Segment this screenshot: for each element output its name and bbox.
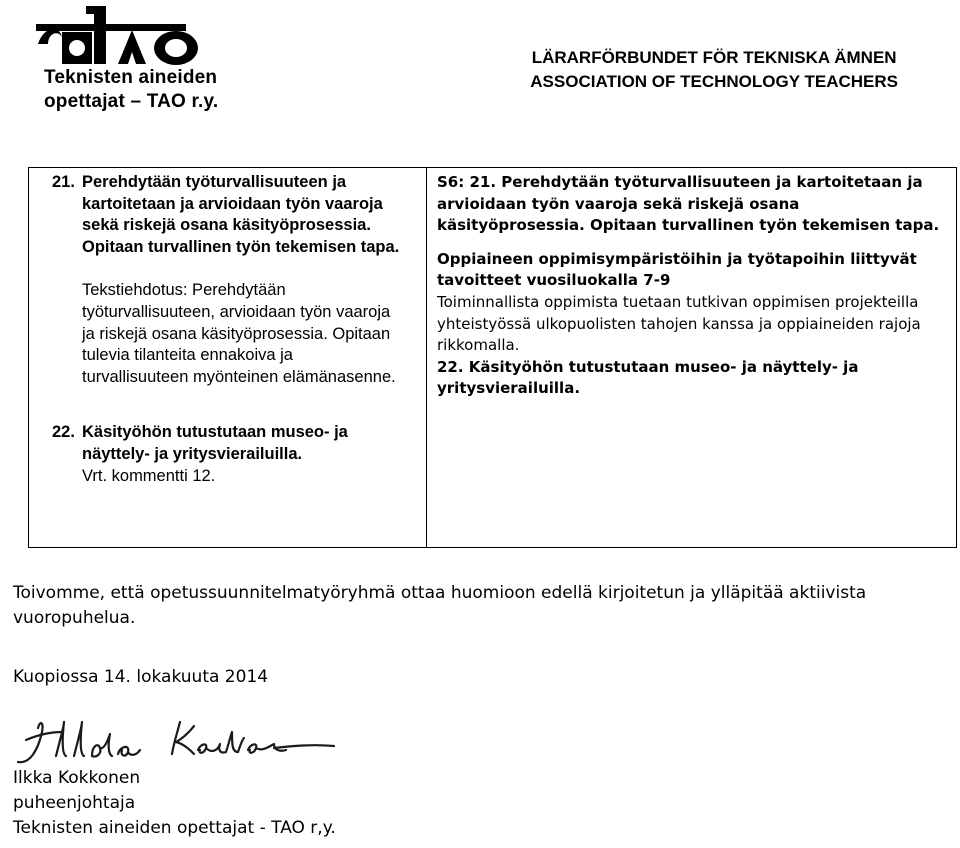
closing-paragraph: Toivomme, että opetussuunnitelmatyöryhmä ottaa huomioon edellä kirjoitetun ja ylläpitää aktiivista vuoropuhelua. bbox=[13, 583, 867, 628]
right-s6-item-21 bbox=[437, 172, 952, 237]
item-22-number: 22. bbox=[52, 423, 75, 442]
goals-heading: Oppiaineen oppimisympäristöihin ja työtapoihin liittyvät tavoitteet vuosiluokalla 7-9 bbox=[437, 249, 917, 290]
logo-subtitle-line1: Teknisten aineiden bbox=[44, 67, 218, 88]
signer-block bbox=[13, 766, 336, 841]
table-right-cell bbox=[437, 172, 952, 400]
left-item-21-suggestion: Tekstiehdotus: Perehdytään työturvallisuuteen, arvioidaan työn vaaroja ja riskejä osana käsityöprosessia. Opitaan tulevia tilanteita ennakoiva ja turvallisuuteen myönteinen elämänasenne. bbox=[82, 281, 396, 386]
s6-item-21-text: Perehdytään työturvallisuuteen ja kartoitetaan ja arvioidaan työn vaaroja sekä riskejä osana käsityöprosessia. Opitaan turvallinen työn tekemisen tapa. bbox=[437, 173, 940, 235]
signer-organization: Teknisten aineiden opettajat - TAO r,y. bbox=[13, 818, 336, 838]
comparison-table bbox=[28, 167, 957, 548]
item-21-number: 21. bbox=[52, 173, 75, 191]
signature-graphic bbox=[12, 710, 342, 772]
signer-name: Ilkka Kokkonen bbox=[13, 768, 141, 788]
left-item-22 bbox=[52, 422, 402, 465]
table-column-divider bbox=[426, 168, 427, 547]
goals-text: Toiminnallista oppimista tuetaan tutkivan oppimisen projekteilla yhteistyössä ulkopuolisten tahojen kanssa ja oppiaineiden rajoja rikkomalla. bbox=[437, 292, 921, 355]
item-21-text: Perehdytään työturvallisuuteen ja kartoitetaan ja arvioidaan työn vaaroja sekä riskejä osana käsityöprosessia. Opitaan turvallinen työn tekemisen tapa. bbox=[82, 173, 400, 256]
org-name-swedish: LÄRARFÖRBUNDET FÖR TEKNISKA ÄMNEN bbox=[531, 48, 897, 67]
table-left-cell bbox=[52, 172, 402, 487]
left-item-21 bbox=[52, 172, 402, 258]
handwritten-signature bbox=[12, 710, 342, 772]
org-name-english: ASSOCIATION OF TECHNOLOGY TEACHERS bbox=[530, 72, 898, 91]
organization-header bbox=[530, 46, 898, 94]
left-item-22-note: Vrt. kommentti 12. bbox=[82, 466, 216, 485]
logo-subtitle-line2: opettajat – TAO r.y. bbox=[44, 91, 219, 112]
s6-label: S6: 21. bbox=[437, 173, 497, 191]
item-22-text: Käsityöhön tutustutaan museo- ja näyttely- ja yritysvierailuilla. bbox=[82, 423, 348, 463]
place-and-date: Kuopiossa 14. lokakuuta 2014 bbox=[13, 667, 269, 687]
tao-logo-graphic bbox=[34, 4, 204, 70]
signer-role: puheenjohtaja bbox=[13, 793, 136, 813]
right-item-22: 22. Käsityöhön tutustutaan museo- ja näyttely- ja yritysvierailuilla. bbox=[437, 357, 859, 398]
